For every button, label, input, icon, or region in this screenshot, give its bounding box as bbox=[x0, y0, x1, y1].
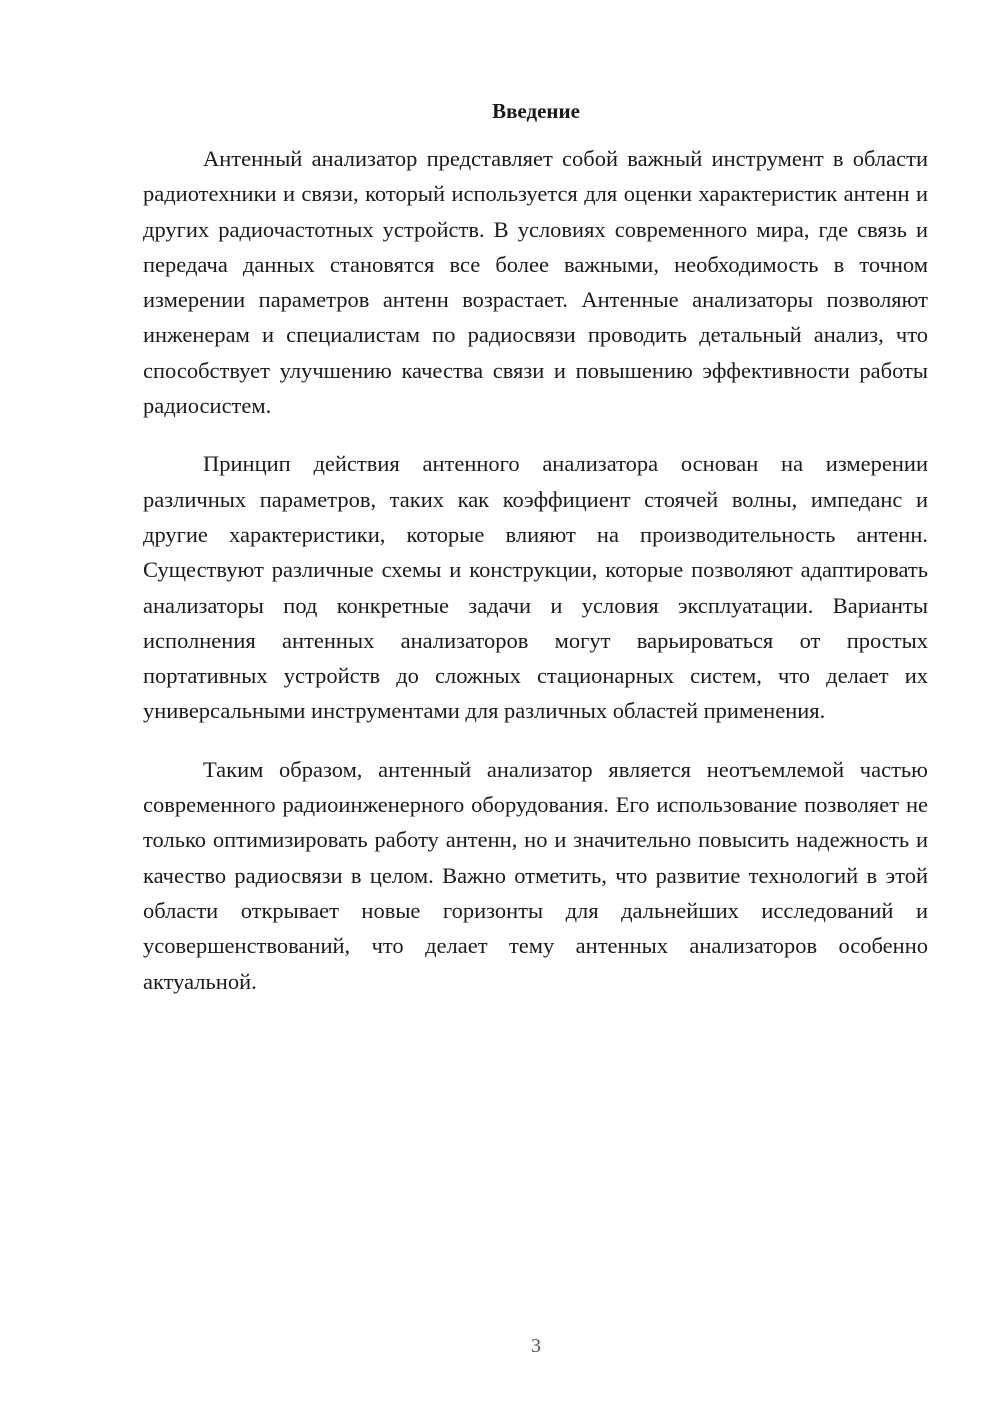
paragraph-2: Принцип действия антенного анализатора основан на измерении различных параметров, таких как коэффициент стоячей волны, импеданс и другие характеристики, которые влияют на производительность антенн. Существуют различные схемы и конструкции, которые позволяют адаптировать анализаторы под конкретные задачи и условия эксплуатации. Варианты исполнения антенных анализаторов могут варьироваться от простых портативных устройств до сложных стационарных систем, что делает их универсальными инструментами для различных областей применения. bbox=[143, 451, 928, 724]
paragraph-1: Антенный анализатор представляет собой важный инструмент в области радиотехники и связи, который используется для оценки характеристик антенн и других радиочастотных устройств. В условиях современного мира, где связь и передача данных становятся все более важными, необходимость в точном измерении параметров антенн возрастает. Антенные анализаторы позволяют инженерам и специалистам по радиосвязи проводить детальный анализ, что способствует улучшению качества связи и повышению эффективности работы радиосистем. bbox=[143, 146, 928, 419]
body-text bbox=[143, 141, 928, 1022]
paragraph-3: Таким образом, антенный анализатор является неотъемлемой частью современного радиоинженерного оборудования. Его использование позволяет не только оптимизировать работу антенн, но и значительно повысить надежность и качество радиосвязи в целом. Важно отметить, что развитие технологий в этой области открывает новые горизонты для дальнейших исследований и усовершенствований, что делает тему антенных анализаторов особенно актуальной. bbox=[143, 756, 928, 994]
section-heading: Введение bbox=[492, 99, 580, 123]
page-number: 3 bbox=[531, 1335, 541, 1357]
